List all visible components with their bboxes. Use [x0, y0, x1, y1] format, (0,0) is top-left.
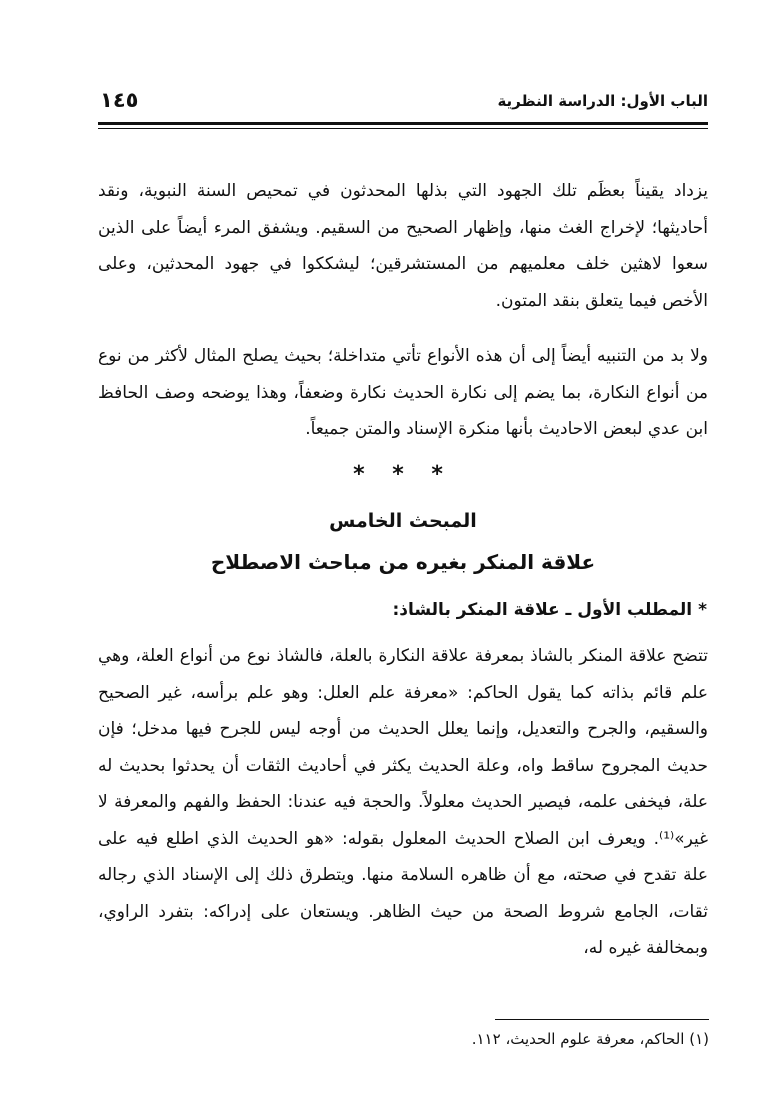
paragraph-main: تتضح علاقة المنكر بالشاذ بمعرفة علاقة النكارة بالعلة، فالشاذ نوع من أنواع العلة، وهي علم قائم بذاته كما يقول الحاكم: «معرفة علم العلل: وهو علم برأسه، غير الصحيح والسقيم، والجرح والتعديل، وإنما يعلل الحديث من أوجه ليس للجرح فيها مدخل؛ فإن حديث المجروح ساقط واه، وعلة الحديث يكثر في أحاديث الثقات أن يحدثوا بحديث له علة، فيخفى علمه، فيصير الحديث معلولاً. والحجة فيه عندنا: الحفظ والفهم والمعرفة لا غير»⁽¹⁾. ويعرف ابن الصلاح الحديث المعلول بقوله: «هو الحديث الذي اطلع فيه على علة تقدح في صحته، مع أن ظاهره السلامة منها. ويتطرق ذلك إلى الإسناد الذي رجاله ثقات، الجامع شروط الصحة من حيث الظاهر. ويستعان على إدراكه: بتفرد الراوي، وبمخالفة غيره له،	[98, 646, 708, 958]
section-title: علاقة المنكر بغيره من مباحث الاصطلاح	[210, 550, 596, 574]
section-label: المبحث الخامس	[329, 510, 477, 532]
page-header	[98, 88, 708, 118]
paragraph-note: ولا بد من التنبيه أيضاً إلى أن هذه الأنواع تأتي متداخلة؛ بحيث يصلح المثال لأكثر من نوع من أنواع النكارة، بما يضم إلى نكارة الحديث نكارة وضعفاً، وهذا يوضحه وصف الحافظ ابن عدي لبعض الاحاديث بأنها منكرة الإسناد والمتن جميعاً.	[98, 346, 708, 439]
header-rule-thick	[98, 122, 708, 125]
page-number: ١٤٥	[100, 88, 139, 112]
running-head: الباب الأول: الدراسة النظرية	[497, 92, 708, 110]
header-rule-thin	[98, 128, 708, 129]
subheading	[392, 600, 707, 620]
footnote-rule	[495, 1019, 709, 1020]
section-separator: * * *	[353, 462, 453, 487]
asterisk-bullet-icon: *	[698, 600, 707, 620]
footnote: (١) الحاكم، معرفة علوم الحديث، ١١٢.	[471, 1030, 709, 1048]
subheading-text: المطلب الأول ـ علاقة المنكر بالشاذ:	[392, 600, 693, 620]
paragraph-intro: يزداد يقيناً بعظَم تلك الجهود التي بذلها المحدثون في تمحيص السنة النبوية، ونقد أحاديثها؛ لإخراج الغث منها، وإظهار الصحيح من السقيم. ويشفق المرء أيضاً على الذين سعوا لاهثين خلف معلميهم من المستشرقين؛ ليشككوا في جهود المحدثين، وعلى الأخص فيما يتعلق بنقد المتون.	[98, 181, 708, 311]
